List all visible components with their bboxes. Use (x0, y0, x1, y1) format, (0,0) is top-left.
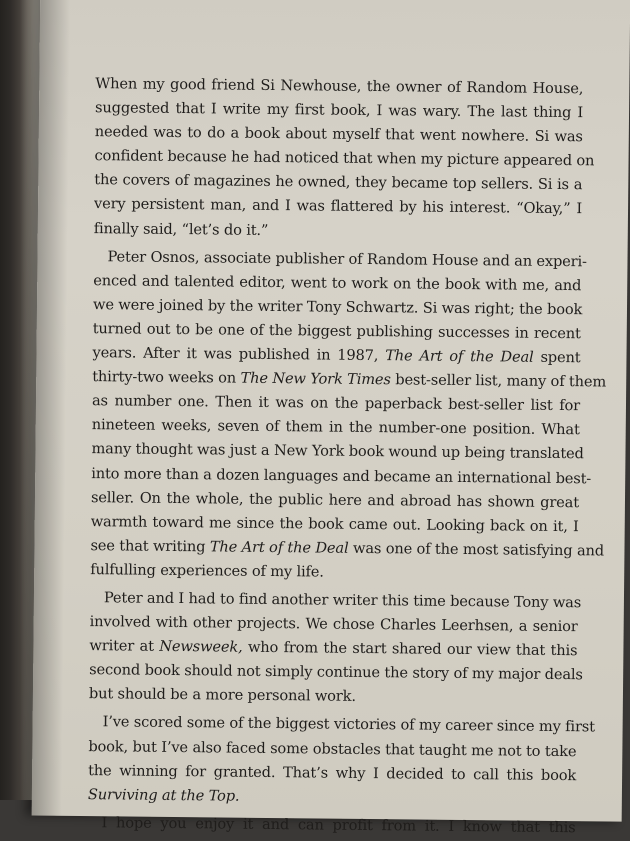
text-line: we were joined by the writer Tony Schwartz. Si was right; the book (92, 295, 583, 319)
text-run: who from the start shared our view that this (247, 638, 578, 660)
book-title: The Art of the Deal (385, 347, 534, 366)
text-line: as number one. Then it was on the paperback best-seller list for (91, 392, 581, 415)
paragraph-1 (93, 72, 595, 246)
text-line: needed was to do a book about myself that went nowhere. Si was (94, 123, 583, 146)
text-line: I hope you enjoy it and can profit from it. I know that this (101, 814, 576, 837)
text-line: finally said, “let’s do it.” (93, 219, 269, 239)
text-line: turned out to be one of the biggest publishing successes in recent (92, 320, 581, 343)
book-title: The Art of the Deal (209, 538, 349, 557)
text-line: second book should not simply continue the story of my major deals (89, 661, 583, 684)
text-line: suggested that I write my first book, I was wary. The last thing I (94, 99, 584, 122)
text-line: warmth toward me since the book came out. Looking back on it, I (90, 512, 579, 535)
text-line: I’ve scored some of the biggest victories of my career since my first (102, 713, 595, 736)
text-line: fulfulling experiences of my life. (90, 560, 324, 581)
text-line: seller. On the whole, the public here and abroad has shown great (90, 488, 580, 511)
text-line: Peter and I had to find another writer this time because Tony was (103, 589, 582, 612)
text-line: When my good friend Si Newhouse, the owner of Random House, (95, 75, 584, 98)
text-line: book, but I’ve also faced some obstacles that taught me not to take (88, 737, 577, 760)
newspaper-title: The New York Times (240, 369, 391, 389)
text-line-mixed (88, 783, 576, 812)
book-page (32, 0, 630, 837)
text-run: was one of the most satisfying and (352, 539, 605, 560)
text-line: Peter Osnos, associate publisher of Random House and an experi- (107, 247, 587, 270)
text-line: the winning for granted. That’s why I decided to call this book (88, 761, 577, 784)
paragraph-5 (87, 811, 575, 840)
text-line: enced and talented editor, went to work on the book with me, and (93, 271, 582, 294)
text-run: years. After it was published in 1987, (92, 344, 379, 365)
paragraph-2 (90, 245, 607, 587)
text-line: involved with other projects. We chose Charles Leerhsen, a senior (89, 613, 578, 636)
text-line: nineteen weeks, seven of them in the number-one position. What (91, 416, 580, 439)
text-line: very persistent man, and I was flattered by his interest. “Okay,” I (93, 195, 583, 218)
text-run: thirty-two weeks on (92, 368, 237, 387)
text-line: but should be a more personal work. (88, 685, 356, 706)
paragraph-4 (87, 711, 595, 812)
text-run: best-seller list, many of them (395, 371, 607, 391)
book-title: Surviving at the Top. (87, 785, 240, 805)
page-text (87, 72, 607, 840)
text-line: confident because he had noticed that when my picture appeared on (94, 147, 595, 170)
text-line: many thought was just a New York book wound up being translated (91, 440, 584, 463)
text-run: writer at (89, 637, 154, 655)
text-run: spent (540, 348, 581, 367)
magazine-title: Newsweek, (159, 637, 243, 656)
text-line: the covers of magazines he owned, they became top sellers. Si is a (94, 171, 583, 194)
text-line: into more than a dozen languages and became an international best- (91, 464, 592, 487)
text-run: see that writing (90, 536, 206, 556)
paragraph-3 (88, 586, 583, 712)
